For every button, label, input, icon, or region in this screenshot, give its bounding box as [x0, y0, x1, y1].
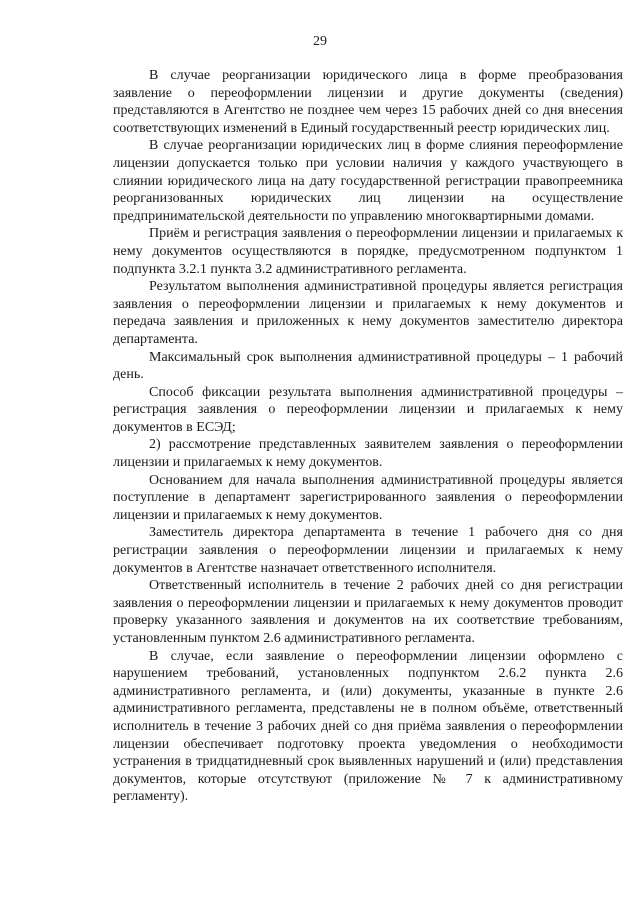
paragraph-executor-check: Ответственный исполнитель в течение 2 рабочих дней со дня регистрации заявления о переоформлении лицензии и прилагаемых к нему документов проводит проверку указанного заявления и документов на их соответствие требованиям, установленным пунктом 2.6 административного регламента. [113, 578, 623, 646]
paragraph-executor-assignment: Заместитель директора департамента в течение 1 рабочего дня со дня регистрации заявления о переоформлении лицензии и прилагаемых к нему документов в Агентстве назначает ответственного исполнителя. [113, 525, 623, 576]
paragraph-procedure-result: Результатом выполнения административной процедуры является регистрация заявления о переоформлении лицензии и прилагаемых к нему документов и передача заявления и приложенных к нему документов заместителю директора департамента. [113, 279, 623, 347]
document-body [113, 67, 623, 806]
paragraph-reception-registration: Приём и регистрация заявления о переоформлении лицензии и прилагаемых к нему документов осуществляются в порядке, предусмотренном подпунктом 1 подпункта 3.2.1 пункта 3.2 административного регламента. [113, 226, 623, 277]
paragraph-reorganization-transformation: В случае реорганизации юридического лица в форме преобразования заявление о переоформлении лицензии и другие документы (сведения) представляются в Агентство не позднее чем через 15 рабочих дней со дня внесения соответствующих изменений в Единый государственный реестр юридических лиц. [113, 68, 623, 136]
paragraph-fixation-method: Способ фиксации результата выполнения административной процедуры – регистрация заявления о переоформлении лицензии и прилагаемых к нему документов в ЕСЭД; [113, 384, 623, 435]
paragraph-item-2-review: 2) рассмотрение представленных заявителем заявления о переоформлении лицензии и прилагаемых к нему документов. [113, 437, 623, 471]
paragraph-max-duration: Максимальный срок выполнения административной процедуры – 1 рабочий день. [113, 349, 623, 383]
paragraph-reorganization-merger: В случае реорганизации юридических лиц в форме слияния переоформление лицензии допускается только при условии наличия у каждого участвующего в слиянии юридического лица на дату государственной регистрации правопреемника реорганизованных юридических лиц лицензии на осуществление предпринимательской деятельности по управлению многоквартирными домами. [113, 138, 623, 224]
paragraph-violations-notice: В случае, если заявление о переоформлении лицензии оформлено с нарушением требований, установленных подпунктом 2.6.2 пункта 2.6 административного регламента, и (или) документы, указанные в пункте 2.6 административного регламента, представлены не в полном объёме, ответственный исполнитель в течение 3 рабочих дней со дня приёма заявления о переоформлении лицензии обеспечивает подготовку проекта уведомления о необходимости устранения в тридцатидневный срок выявленных нарушений и (или) представления документов, которые отсутствуют (приложение № 7 к административному регламенту). [113, 648, 623, 805]
page-number: 29 [313, 34, 327, 49]
paragraph-procedure-basis: Основанием для начала выполнения административной процедуры является поступление в департамент зарегистрированного заявления о переоформлении лицензии и прилагаемых к нему документов. [113, 472, 623, 523]
